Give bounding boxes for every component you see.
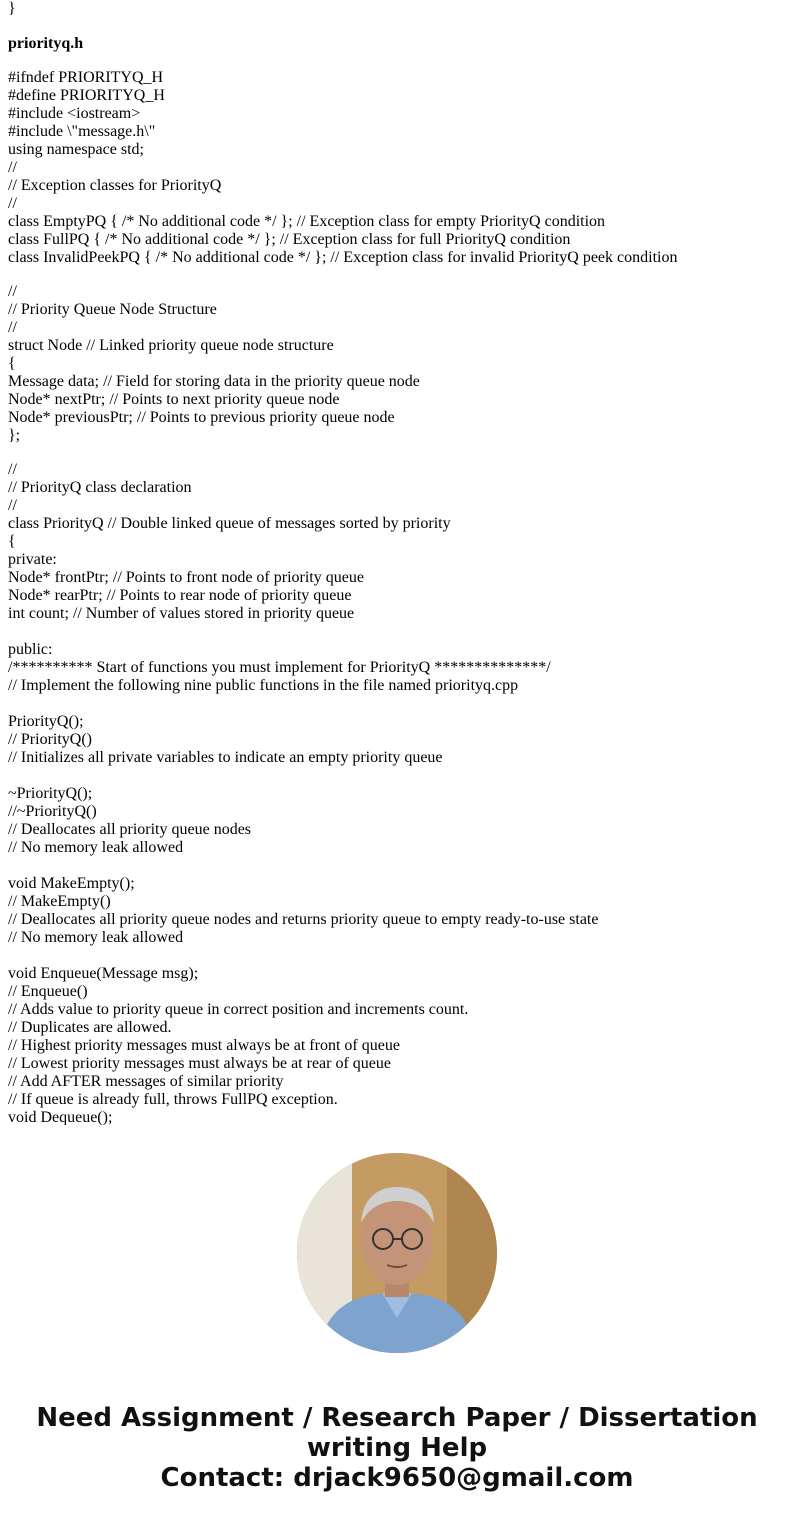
- code-line: // Highest priority messages must always be at front of queue: [8, 1037, 400, 1054]
- code-line: void Dequeue();: [8, 1109, 113, 1125]
- code-line: //: [8, 283, 17, 300]
- promo-line-1: Need Assignment / Research Paper / Dissertation: [36, 1403, 758, 1433]
- author-photo: [297, 1153, 497, 1353]
- file-heading: priorityq.h: [8, 35, 84, 52]
- code-line: class InvalidPeekPQ { /* No additional code */ }; // Exception class for invalid PriorityQ peek condition: [8, 249, 678, 266]
- code-line: // Add AFTER messages of similar priority: [8, 1073, 284, 1090]
- code-line: //~PriorityQ(): [8, 803, 97, 820]
- code-line: #define PRIORITYQ_H: [8, 87, 165, 104]
- code-line: //: [8, 497, 17, 514]
- promo-banner: [0, 1403, 794, 1493]
- code-line: public:: [8, 641, 53, 658]
- code-line: // Initializes all private variables to indicate an empty priority queue: [8, 749, 443, 766]
- code-line: {: [8, 533, 16, 550]
- code-line: // Enqueue(): [8, 983, 88, 1000]
- code-line: PriorityQ();: [8, 713, 84, 730]
- code-line: Message data; // Field for storing data in the priority queue node: [8, 373, 420, 390]
- promo-line-2: writing Help: [306, 1433, 488, 1463]
- code-line: // Duplicates are allowed.: [8, 1019, 172, 1036]
- code-line: };: [8, 427, 21, 444]
- code-line: // No memory leak allowed: [8, 929, 184, 946]
- code-line: // Deallocates all priority queue nodes: [8, 821, 252, 838]
- code-line: // Lowest priority messages must always be at rear of queue: [8, 1055, 391, 1072]
- code-line: class PriorityQ // Double linked queue of messages sorted by priority: [8, 515, 451, 532]
- code-line: Node* nextPtr; // Points to next priority queue node: [8, 391, 340, 408]
- code-line: // Implement the following nine public functions in the file named priorityq.cpp: [8, 677, 519, 694]
- code-line: // PriorityQ(): [8, 731, 92, 748]
- code-line: ~PriorityQ();: [8, 785, 93, 802]
- code-line: // Adds value to priority queue in correct position and increments count.: [8, 1001, 469, 1018]
- code-line: // Exception classes for PriorityQ: [8, 177, 222, 194]
- code-line: #include \"message.h\": [8, 123, 156, 140]
- code-line: //: [8, 319, 17, 336]
- code-line: }: [8, 0, 16, 17]
- code-line: // Deallocates all priority queue nodes and returns priority queue to empty ready-to-use state: [8, 911, 599, 928]
- code-line: // MakeEmpty(): [8, 893, 111, 910]
- code-line: int count; // Number of values stored in priority queue: [8, 605, 355, 622]
- code-line: //: [8, 159, 17, 176]
- code-line: void Enqueue(Message msg);: [8, 965, 199, 982]
- code-line: #ifndef PRIORITYQ_H: [8, 69, 164, 86]
- code-line: class FullPQ { /* No additional code */ }; // Exception class for full PriorityQ condition: [8, 231, 571, 248]
- code-line: struct Node // Linked priority queue node structure: [8, 337, 334, 354]
- code-line: void MakeEmpty();: [8, 875, 135, 892]
- code-line: Node* frontPtr; // Points to front node of priority queue: [8, 569, 364, 586]
- code-line: using namespace std;: [8, 141, 144, 158]
- code-line: {: [8, 355, 16, 372]
- code-line: //: [8, 461, 17, 478]
- code-line: // PriorityQ class declaration: [8, 479, 192, 496]
- code-line: // No memory leak allowed: [8, 839, 184, 856]
- promo-contact[interactable]: Contact: drjack9650@gmail.com: [160, 1463, 634, 1493]
- code-line: #include <iostream>: [8, 105, 141, 122]
- code-line: private:: [8, 551, 57, 568]
- code-line: // Priority Queue Node Structure: [8, 301, 217, 318]
- code-line: // If queue is already full, throws FullPQ exception.: [8, 1091, 338, 1108]
- code-line: /********** Start of functions you must implement for PriorityQ **************/: [8, 659, 551, 676]
- person-portrait-image: [297, 1153, 497, 1353]
- code-line: //: [8, 195, 17, 212]
- code-line: class EmptyPQ { /* No additional code */ }; // Exception class for empty PriorityQ condition: [8, 213, 606, 230]
- code-line: Node* rearPtr; // Points to rear node of priority queue: [8, 587, 352, 604]
- code-line: Node* previousPtr; // Points to previous priority queue node: [8, 409, 395, 426]
